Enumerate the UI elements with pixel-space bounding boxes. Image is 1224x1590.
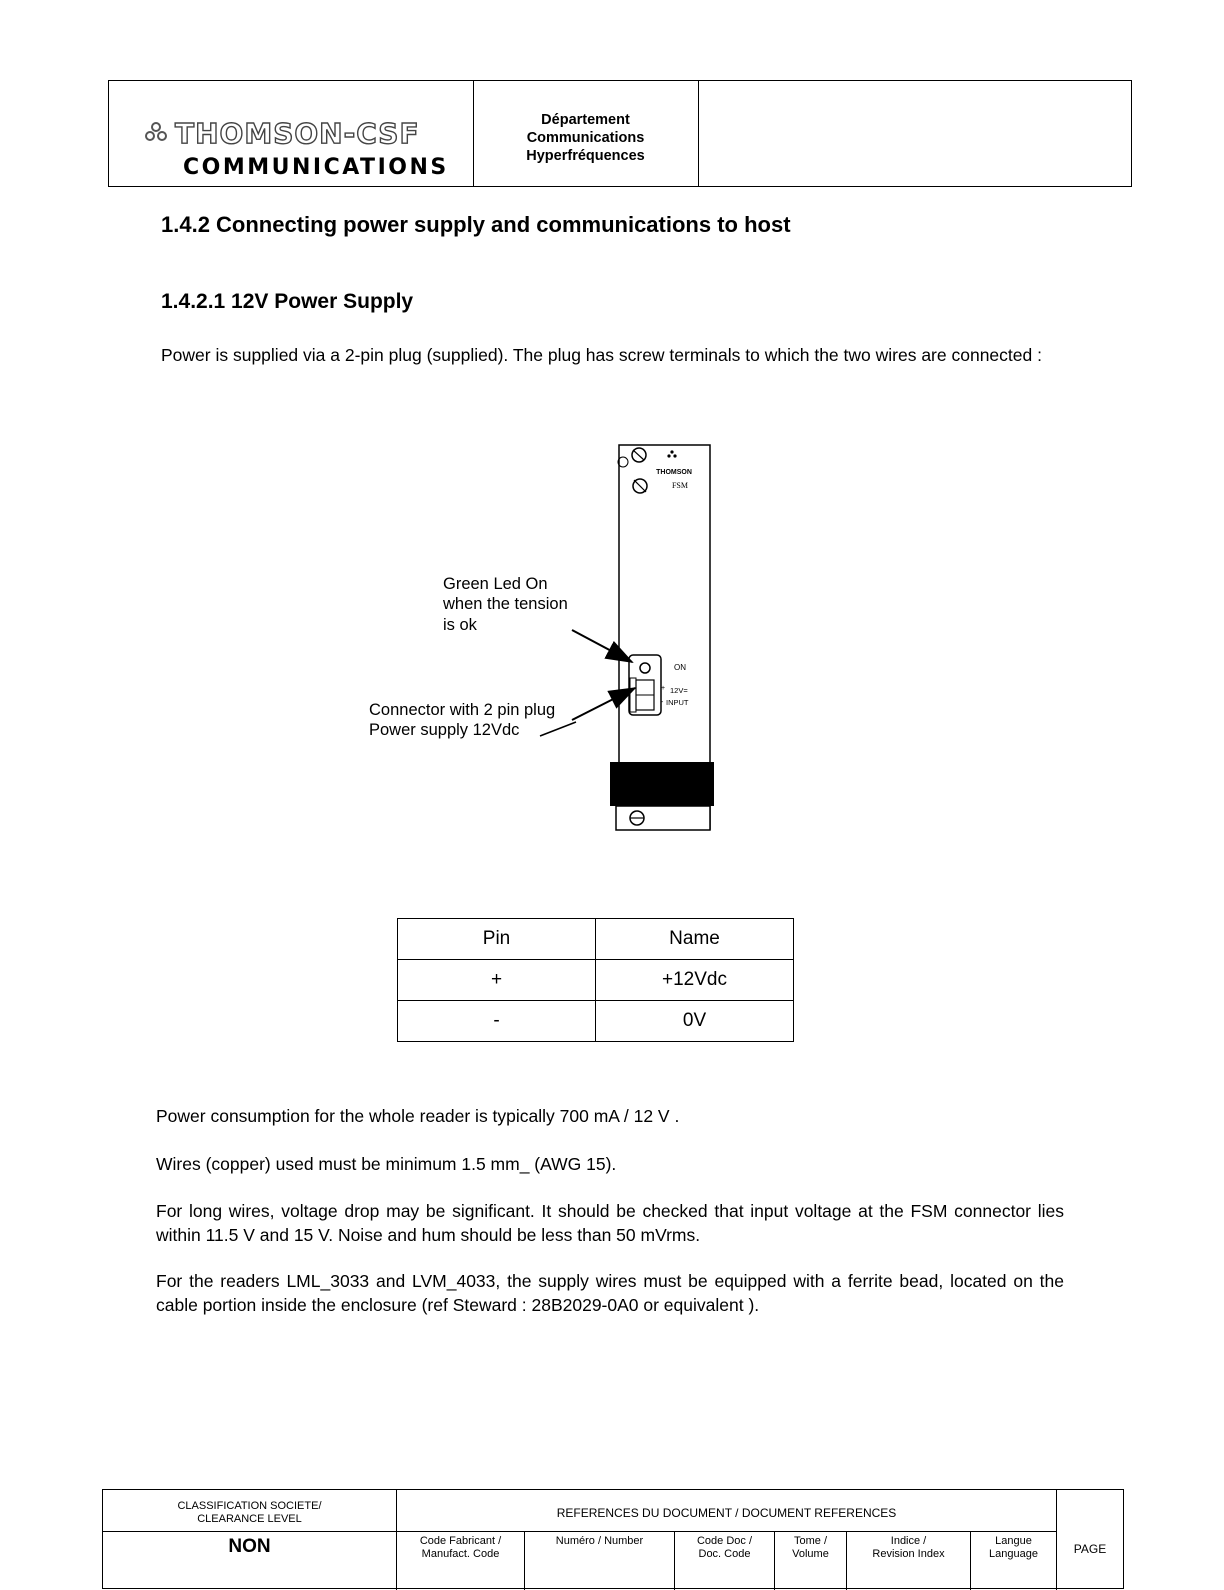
language-header [971,1532,1057,1590]
manufacturer-code-header [397,1532,525,1590]
classification-label [103,1490,397,1532]
column-header: Pin [398,919,596,960]
led-connector-housing [629,655,661,715]
logo-cell [109,81,474,186]
references-title: REFERENCES DU DOCUMENT / DOCUMENT REFERENCES [397,1490,1057,1532]
intro-paragraph: Power is supplied via a 2-pin plug (supplied). The plug has screw terminals to which the two wires are connected : [161,345,1042,365]
table-cell: + [398,960,596,1001]
footer-text: Doc. Code [698,1548,751,1560]
footer-text: Revision Index [872,1548,945,1560]
black-connector-block [610,762,714,806]
footer-text: Code Fabricant / [419,1535,502,1547]
department-line: Département [541,112,630,128]
footer-text: CLEARANCE LEVEL [197,1513,302,1525]
doc-code-header [675,1532,775,1590]
12v-label: 12V= [670,686,688,695]
plus-label: + [661,685,666,692]
document-header [108,80,1132,187]
connector-callout: Connector with 2 pin plug Power supply 12Vdc [369,701,556,739]
section-heading: 1.4.2 Connecting power supply and communications to host [161,212,791,237]
column-header: Name [596,919,794,960]
footer-text: Language [989,1548,1038,1560]
minus-label: - [661,699,664,706]
input-label: INPUT [666,698,689,707]
table-header-row [398,919,794,960]
footer-text: Indice / [890,1535,927,1547]
footer-text: Manufact. Code [421,1548,500,1560]
footer-text: Volume [792,1548,829,1560]
number-header [525,1532,675,1590]
footer-text: Tome / [793,1535,827,1547]
paragraph-voltage-drop: For long wires, voltage drop may be significant. It should be checked that input voltage at the FSM connector lies within 11.5 V and 15 V. Noise and hum should be less than 50 mVrms. [156,1201,1064,1245]
volume-header [775,1532,847,1590]
footer-text: Langue [995,1535,1032,1547]
subsection-heading: 1.4.2.1 12V Power Supply [161,290,414,313]
panel-model-label: FSM [671,481,689,490]
department-line: Communications [526,130,645,146]
footer-text: Numéro / Number [555,1535,644,1547]
footer-text: CLASSIFICATION SOCIETE/ [177,1500,322,1512]
department-line: Hyperfréquences [526,148,645,164]
document-footer [102,1489,1124,1589]
table-row [398,1001,794,1042]
footer-text: Code Doc / [696,1535,753,1547]
led-callout: Green Led On when the tension is ok [443,575,568,634]
classification-value: NON [103,1532,397,1590]
table-cell: - [398,1001,596,1042]
department-cell [473,81,699,186]
table-row [398,960,794,1001]
table-cell: 0V [596,1001,794,1042]
revision-index-header [847,1532,971,1590]
logo-brand: THOMSON-CSF [175,117,420,150]
panel-brand-label: THOMSON [656,469,692,476]
table-cell: +12Vdc [596,960,794,1001]
paragraph-ferrite: For the readers LML_3033 and LVM_4033, the supply wires must be equipped with a ferrite bead, located on the cable portion inside the enclosure (ref Steward : 28B2029-0A0 or equivalent ). [156,1271,1064,1315]
thomson-logo-icon [145,121,167,143]
on-label: ON [674,663,686,672]
page-label: PAGE [1073,1542,1107,1556]
pin-table [397,918,794,1042]
paragraph-consumption: Power consumption for the whole reader is typically 700 mA / 12 V . [156,1106,680,1126]
logo-division: COMMUNICATIONS [183,155,449,180]
paragraph-wires: Wires (copper) used must be minimum 1.5 mm_ (AWG 15). [156,1154,617,1174]
power-connector-diagram [360,440,740,840]
